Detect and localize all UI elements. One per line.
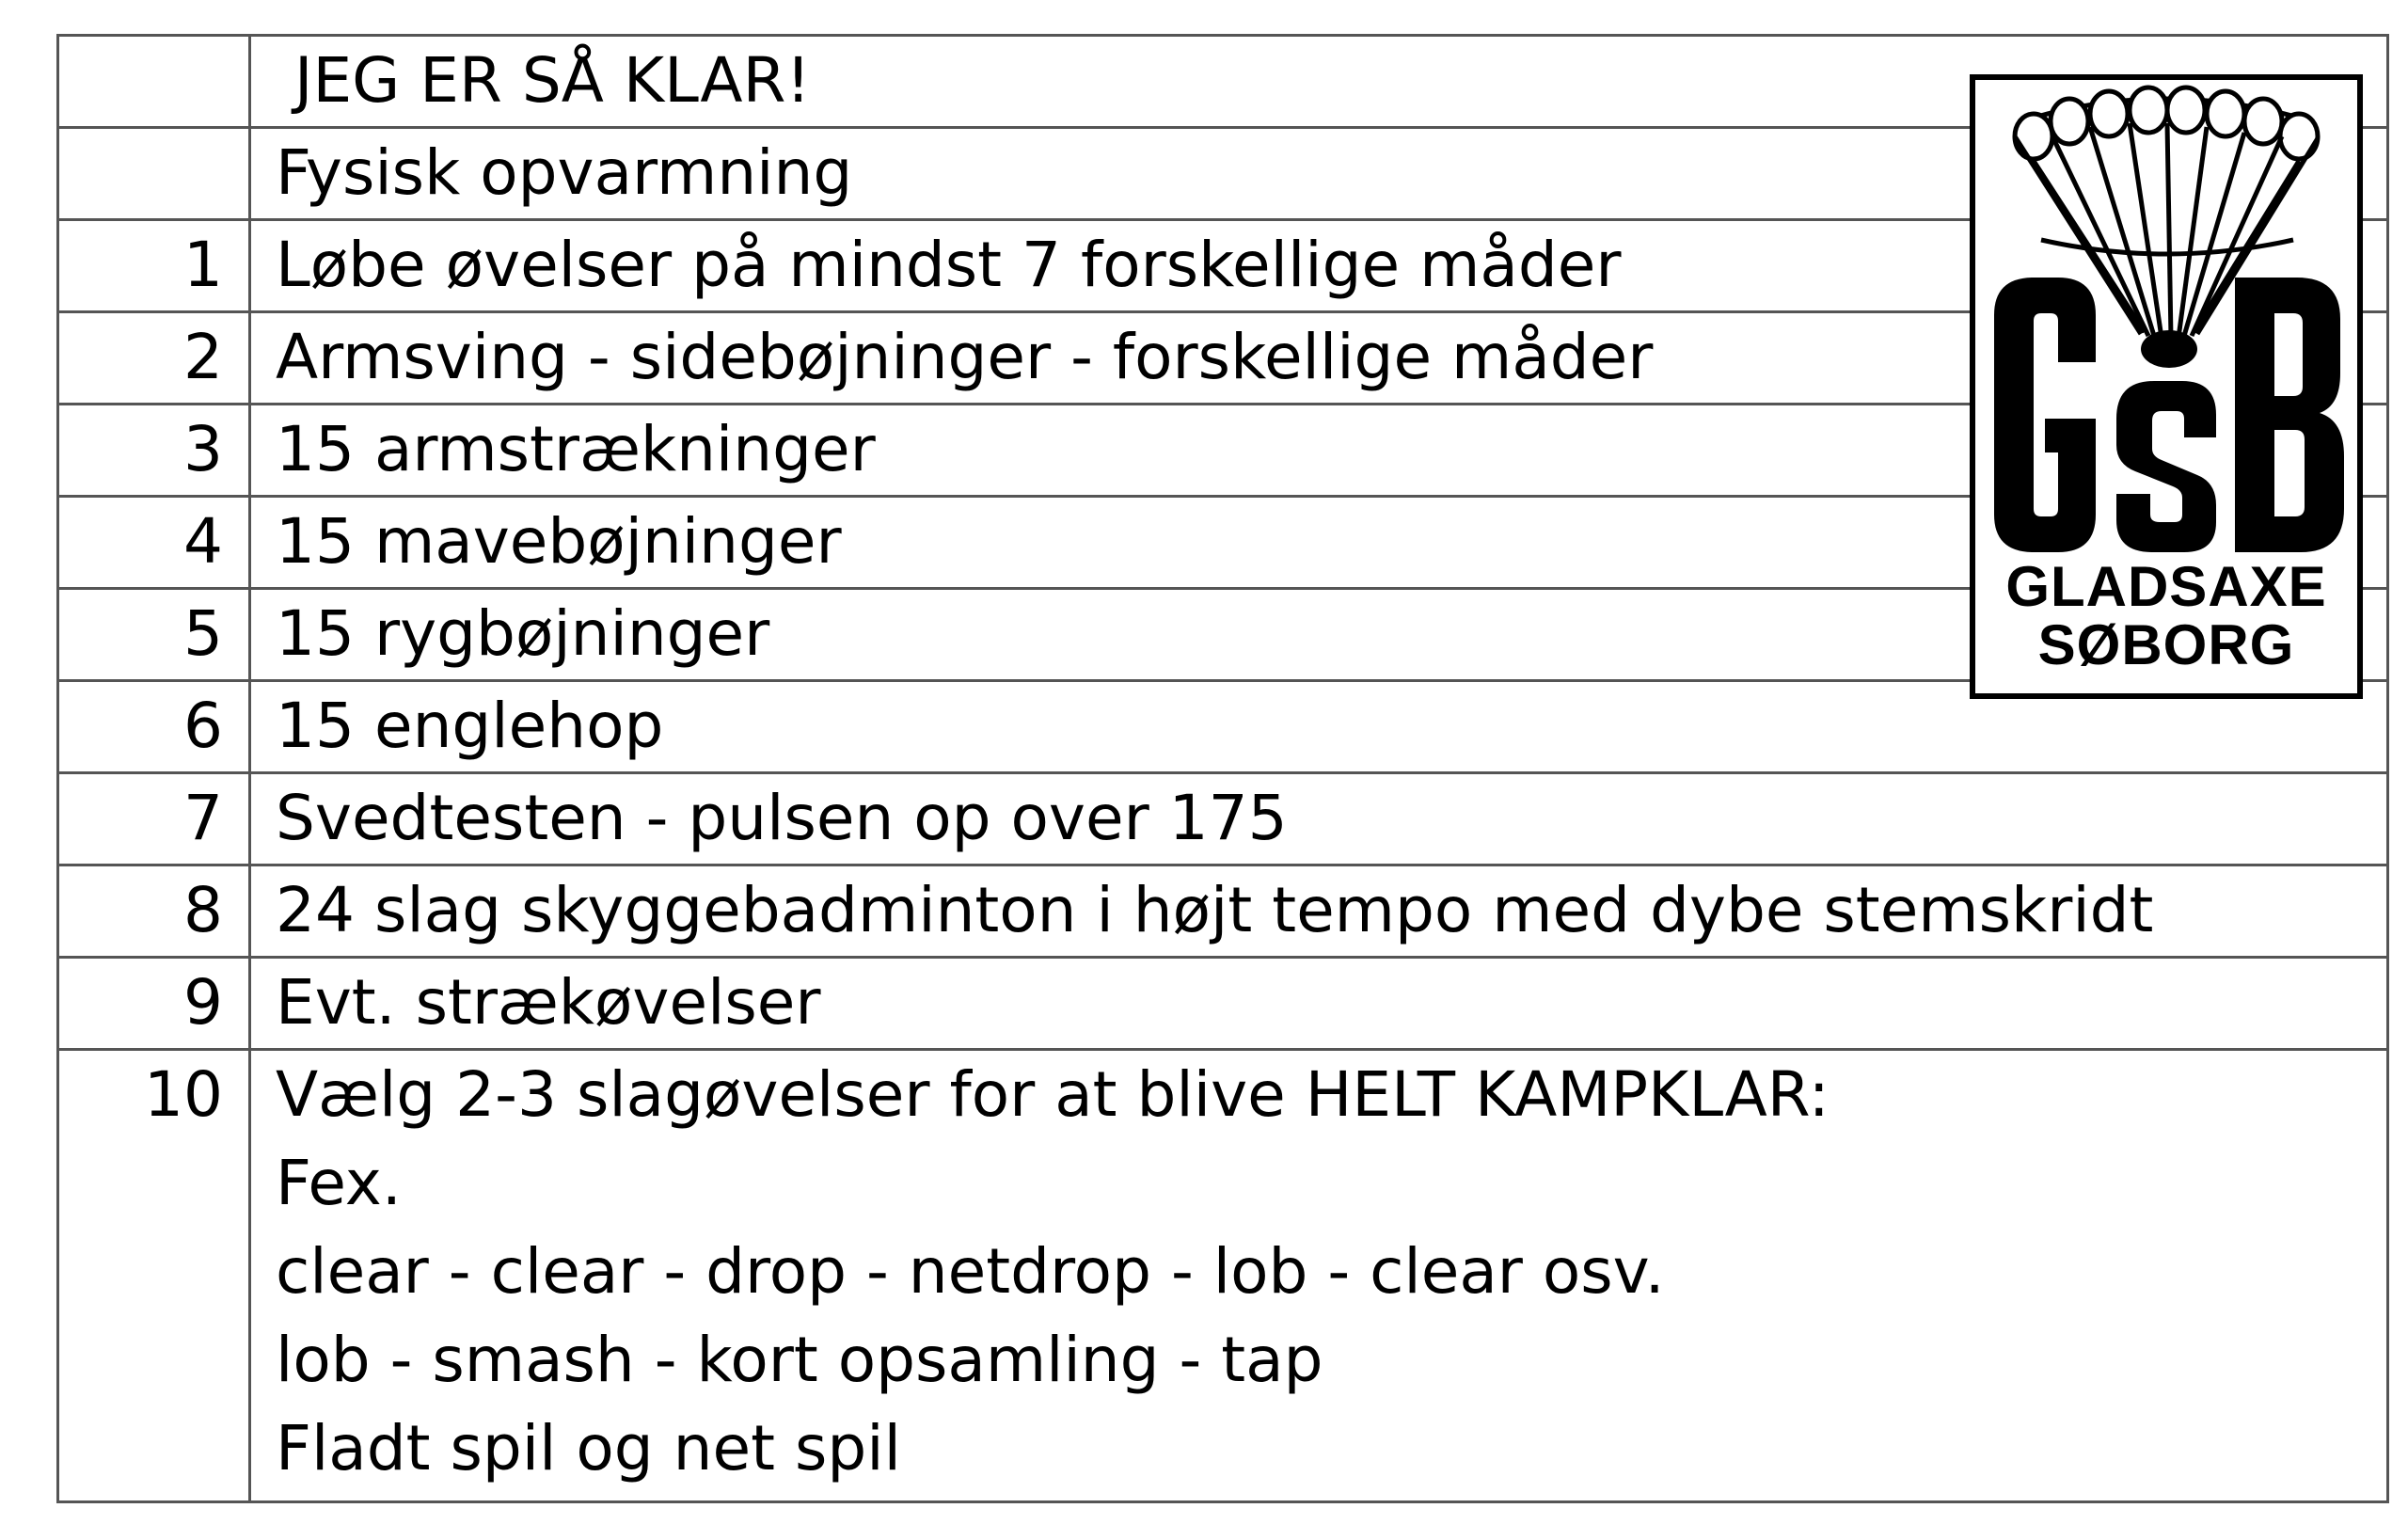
- row-text: Løbe øvelser på mindst 7 forskellige måder: [276, 229, 1622, 301]
- row-text: 15 armstrækninger: [276, 413, 876, 485]
- row-number: 4: [183, 505, 223, 578]
- row-text-line: clear - clear - drop - netdrop - lob - clear osv.: [276, 1235, 1665, 1308]
- row-text-line: lob - smash - kort opsamling - tap: [276, 1324, 1323, 1396]
- row-number: 8: [183, 874, 223, 946]
- row-text: 15 englehop: [276, 690, 664, 762]
- row-number: 5: [183, 597, 223, 670]
- table-row: [59, 774, 2386, 866]
- row-number: 7: [183, 782, 223, 854]
- table-row-last: [59, 1051, 2386, 1500]
- row-number: 1: [183, 229, 223, 301]
- row-number: 6: [183, 690, 223, 762]
- row-number: 2: [183, 321, 223, 393]
- row-number: 3: [183, 413, 223, 485]
- row-text-line: Fladt spil og net spil: [276, 1412, 901, 1484]
- club-logo: [1970, 74, 2363, 699]
- table-subtitle: Fysisk opvarmning: [276, 136, 853, 209]
- row-text: Armsving - sidebøjninger - forskellige måder: [276, 321, 1654, 393]
- row-text: 24 slag skyggebadminton i højt tempo med dybe stemskridt: [276, 874, 2154, 946]
- row-text-line: Vælg 2-3 slagøvelser for at blive HELT KAMPKLAR:: [276, 1058, 1830, 1131]
- row-text: 15 mavebøjninger: [276, 505, 842, 578]
- row-text-line: Fex.: [276, 1147, 402, 1219]
- logo-line2: SØBORG: [2037, 613, 2295, 676]
- logo-line1: GLADSAXE: [2005, 555, 2327, 618]
- row-number: 10: [144, 1058, 223, 1131]
- row-text: Evt. strækøvelser: [276, 966, 821, 1039]
- table-title: JEG ER SÅ KLAR!: [294, 44, 811, 117]
- row-text: 15 rygbøjninger: [276, 597, 770, 670]
- table-row: [59, 866, 2386, 959]
- table-row: [59, 959, 2386, 1051]
- row-text: Svedtesten - pulsen op over 175: [276, 782, 1288, 854]
- row-text-block: [276, 1051, 1830, 1493]
- row-number: 9: [183, 966, 223, 1039]
